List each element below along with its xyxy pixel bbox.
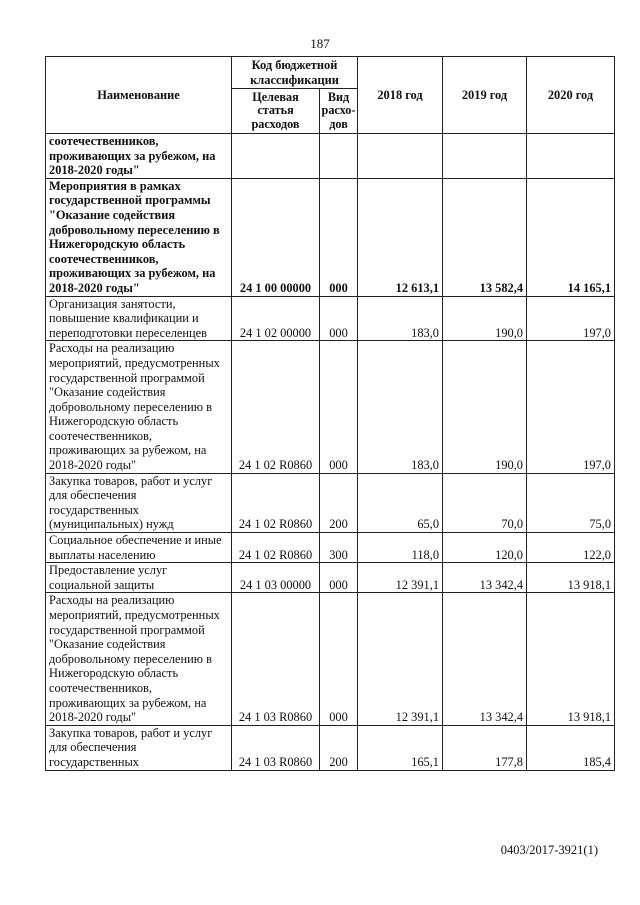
- table-row: [46, 533, 615, 563]
- row-value-2019: 13 342,4: [443, 593, 527, 725]
- row-target-article: 24 1 03 00000: [232, 563, 320, 593]
- row-expense-type: 300: [320, 533, 358, 563]
- row-value-2020: 14 165,1: [527, 178, 615, 296]
- row-name: Закупка товаров, работ и услуг для обеспечения государственных (муниципальных) нужд: [46, 473, 232, 532]
- row-value-2020: 13 918,1: [527, 563, 615, 593]
- row-value-2018: 183,0: [358, 341, 443, 473]
- row-target-article: 24 1 02 R0860: [232, 341, 320, 473]
- row-expense-type: 000: [320, 341, 358, 473]
- row-name: Социальное обеспечение и иные выплаты населению: [46, 533, 232, 563]
- row-value-2019: 120,0: [443, 533, 527, 563]
- row-value-2020: 13 918,1: [527, 593, 615, 725]
- row-value-2019: 70,0: [443, 473, 527, 532]
- row-value-2018: 12 391,1: [358, 563, 443, 593]
- table-row: [46, 134, 615, 179]
- row-value-2019: 190,0: [443, 296, 527, 341]
- table-row: [46, 296, 615, 341]
- row-value-2019: 13 342,4: [443, 563, 527, 593]
- table-body: [46, 134, 615, 771]
- row-value-2018: [358, 134, 443, 179]
- row-expense-type: 000: [320, 178, 358, 296]
- header-code-group: Код бюджетной классификации: [232, 57, 358, 89]
- row-name: Расходы на реализацию мероприятий, предусмотренных государственной программой "Оказание содействия добровольному переселению в Нижегородскую область соотечественников, проживающих за рубежом, на 2018-2020 годы": [46, 593, 232, 725]
- header-year-2020: 2020 год: [527, 57, 615, 134]
- table-row: [46, 593, 615, 725]
- row-name: соотечественников, проживающих за рубежом, на 2018-2020 годы": [46, 134, 232, 179]
- row-target-article: 24 1 00 00000: [232, 178, 320, 296]
- row-target-article: 24 1 02 R0860: [232, 473, 320, 532]
- row-value-2019: 190,0: [443, 341, 527, 473]
- row-value-2019: 177,8: [443, 725, 527, 770]
- row-value-2018: 183,0: [358, 296, 443, 341]
- row-value-2018: 12 391,1: [358, 593, 443, 725]
- table-row: [46, 725, 615, 770]
- row-target-article: 24 1 02 R0860: [232, 533, 320, 563]
- header-name: Наименование: [46, 57, 232, 134]
- row-name: Расходы на реализацию мероприятий, предусмотренных государственной программой "Оказание содействия добровольному переселению в Нижегородскую область соотечественников, проживающих за рубежом, на 2018-2020 годы": [46, 341, 232, 473]
- row-value-2018: 118,0: [358, 533, 443, 563]
- row-value-2019: [443, 134, 527, 179]
- row-expense-type: 200: [320, 473, 358, 532]
- table-row: [46, 473, 615, 532]
- row-target-article: [232, 134, 320, 179]
- row-value-2018: 12 613,1: [358, 178, 443, 296]
- header-year-2018: 2018 год: [358, 57, 443, 134]
- row-target-article: 24 1 03 R0860: [232, 593, 320, 725]
- row-value-2020: 75,0: [527, 473, 615, 532]
- document-code: 0403/2017-3921(1): [500, 843, 598, 857]
- row-name: Предоставление услуг социальной защиты: [46, 563, 232, 593]
- row-expense-type: 000: [320, 563, 358, 593]
- row-expense-type: [320, 134, 358, 179]
- table-row: [46, 341, 615, 473]
- row-value-2018: 165,1: [358, 725, 443, 770]
- row-value-2020: 185,4: [527, 725, 615, 770]
- row-expense-type: 000: [320, 296, 358, 341]
- row-value-2020: [527, 134, 615, 179]
- row-name: Закупка товаров, работ и услуг для обеспечения государственных: [46, 725, 232, 770]
- row-name: Мероприятия в рамках государственной программы "Оказание содействия добровольному переселению в Нижегородскую область соотечественников, проживающих за рубежом, на 2018-2020 годы": [46, 178, 232, 296]
- row-value-2018: 65,0: [358, 473, 443, 532]
- table-row: [46, 178, 615, 296]
- page-number: 187: [310, 36, 330, 51]
- header-target-article: Целевая статья расходов: [232, 89, 320, 134]
- budget-table: [45, 56, 615, 771]
- row-value-2020: 197,0: [527, 341, 615, 473]
- row-expense-type: 000: [320, 593, 358, 725]
- row-value-2020: 197,0: [527, 296, 615, 341]
- table-row: [46, 563, 615, 593]
- row-target-article: 24 1 02 00000: [232, 296, 320, 341]
- header-year-2019: 2019 год: [443, 57, 527, 134]
- row-value-2019: 13 582,4: [443, 178, 527, 296]
- row-value-2020: 122,0: [527, 533, 615, 563]
- header-expense-type: Вид расхо-дов: [320, 89, 358, 134]
- row-name: Организация занятости, повышение квалификации и переподготовки переселенцев: [46, 296, 232, 341]
- row-expense-type: 200: [320, 725, 358, 770]
- row-target-article: 24 1 03 R0860: [232, 725, 320, 770]
